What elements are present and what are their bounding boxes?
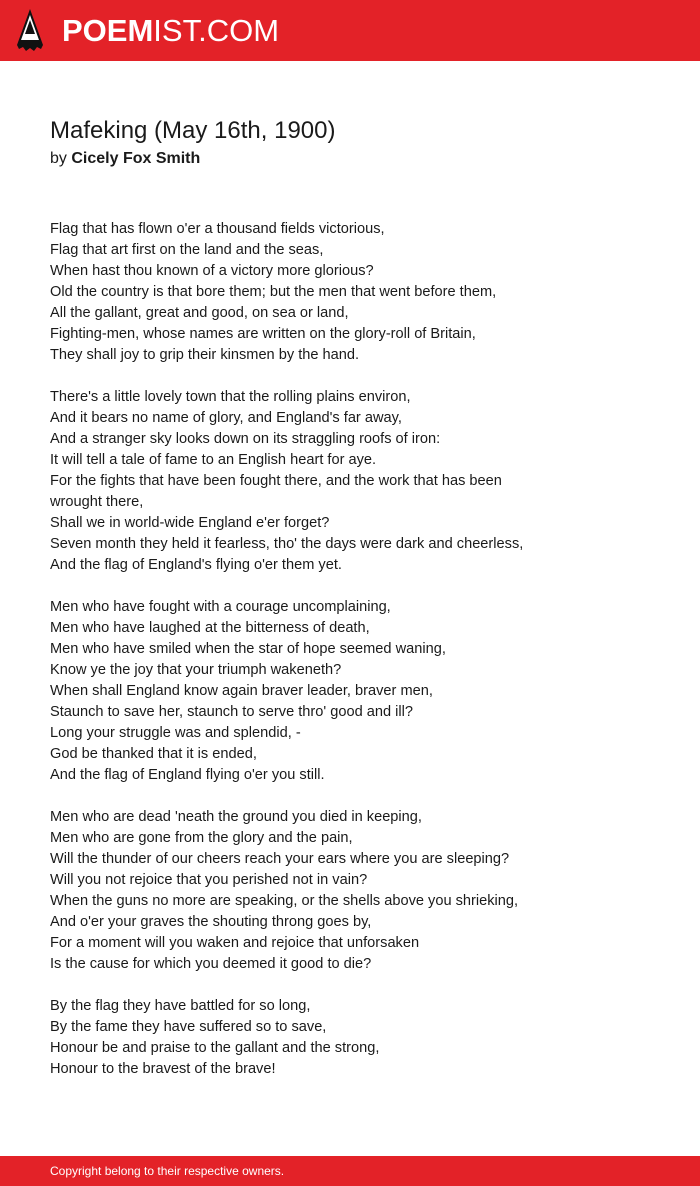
poem-line: There's a little lovely town that the rolling plains environ, <box>50 389 411 405</box>
poem-line: Shall we in world-wide England e'er forget? <box>50 515 330 531</box>
poem-line: Know ye the joy that your triumph wakeneth? <box>50 662 342 678</box>
poem-line: And it bears no name of glory, and England's far away, <box>50 410 402 426</box>
poem-line: And o'er your graves the shouting throng goes by, <box>50 914 372 930</box>
poem-line: Men who are gone from the glory and the pain, <box>50 830 353 846</box>
poem-title: Mafeking (May 16th, 1900) <box>50 117 336 144</box>
logo-light-text: IST.COM <box>153 13 280 48</box>
poem-line: Long your struggle was and splendid, - <box>50 725 301 741</box>
stanza <box>50 219 650 366</box>
poem-line: Will the thunder of our cheers reach your ears where you are sleeping? <box>50 851 510 867</box>
poem-line: And a stranger sky looks down on its straggling roofs of iron: <box>50 431 441 447</box>
poem-line: Honour be and praise to the gallant and the strong, <box>50 1040 380 1056</box>
byline <box>50 148 200 170</box>
poem-line: Old the country is that bore them; but the men that went before them, <box>50 284 497 300</box>
poem-line: Flag that art first on the land and the seas, <box>50 242 324 258</box>
poem-line: Men who have laughed at the bitterness of death, <box>50 620 370 636</box>
poem-line: wrought there, <box>50 494 144 510</box>
poem-body <box>50 219 650 1101</box>
logo-bold-text: POEM <box>62 13 154 48</box>
poem-line: Is the cause for which you deemed it good to die? <box>50 956 372 972</box>
stanza <box>50 807 650 975</box>
site-header <box>0 0 700 61</box>
poem-line: Will you not rejoice that you perished not in vain? <box>50 872 368 888</box>
poem-line: For a moment will you waken and rejoice that unforsaken <box>50 935 420 951</box>
author-name[interactable]: Cicely Fox Smith <box>71 150 201 167</box>
by-label: by <box>50 150 67 167</box>
poem-line: They shall joy to grip their kinsmen by the hand. <box>50 347 360 363</box>
poem-line: For the fights that have been fought there, and the work that has been <box>50 473 502 489</box>
poem-line: All the gallant, great and good, on sea or land, <box>50 305 349 321</box>
poem-line: Seven month they held it fearless, tho' the days were dark and cheerless, <box>50 536 524 552</box>
stanza <box>50 387 650 576</box>
poem-line: And the flag of England's flying o'er them yet. <box>50 557 342 573</box>
poem-line: Honour to the bravest of the brave! <box>50 1061 276 1077</box>
poem-line: God be thanked that it is ended, <box>50 746 257 762</box>
poem-line: Men who are dead 'neath the ground you died in keeping, <box>50 809 422 825</box>
poem-line: Men who have smiled when the star of hope seemed waning, <box>50 641 446 657</box>
poem-line: Men who have fought with a courage uncomplaining, <box>50 599 391 615</box>
copyright-text: Copyright belong to their respective owners. <box>50 1164 285 1178</box>
stanza <box>50 996 650 1080</box>
poem-line: Flag that has flown o'er a thousand fields victorious, <box>50 221 385 237</box>
poem-line: Staunch to save her, staunch to serve thro' good and ill? <box>50 704 413 720</box>
poem-line: By the flag they have battled for so long, <box>50 998 311 1014</box>
poem-line: When hast thou known of a victory more glorious? <box>50 263 374 279</box>
poem-line: When shall England know again braver leader, braver men, <box>50 683 433 699</box>
site-logo[interactable] <box>62 12 279 50</box>
stanza <box>50 597 650 786</box>
poem-line: When the guns no more are speaking, or the shells above you shrieking, <box>50 893 519 909</box>
poem-line: And the flag of England flying o'er you still. <box>50 767 325 783</box>
poem-line: It will tell a tale of fame to an English heart for aye. <box>50 452 377 468</box>
poem-line: By the fame they have suffered so to save, <box>50 1019 327 1035</box>
pencil-logo-icon[interactable] <box>17 9 43 52</box>
site-footer <box>0 1156 700 1186</box>
poem-line: Fighting-men, whose names are written on the glory-roll of Britain, <box>50 326 476 342</box>
